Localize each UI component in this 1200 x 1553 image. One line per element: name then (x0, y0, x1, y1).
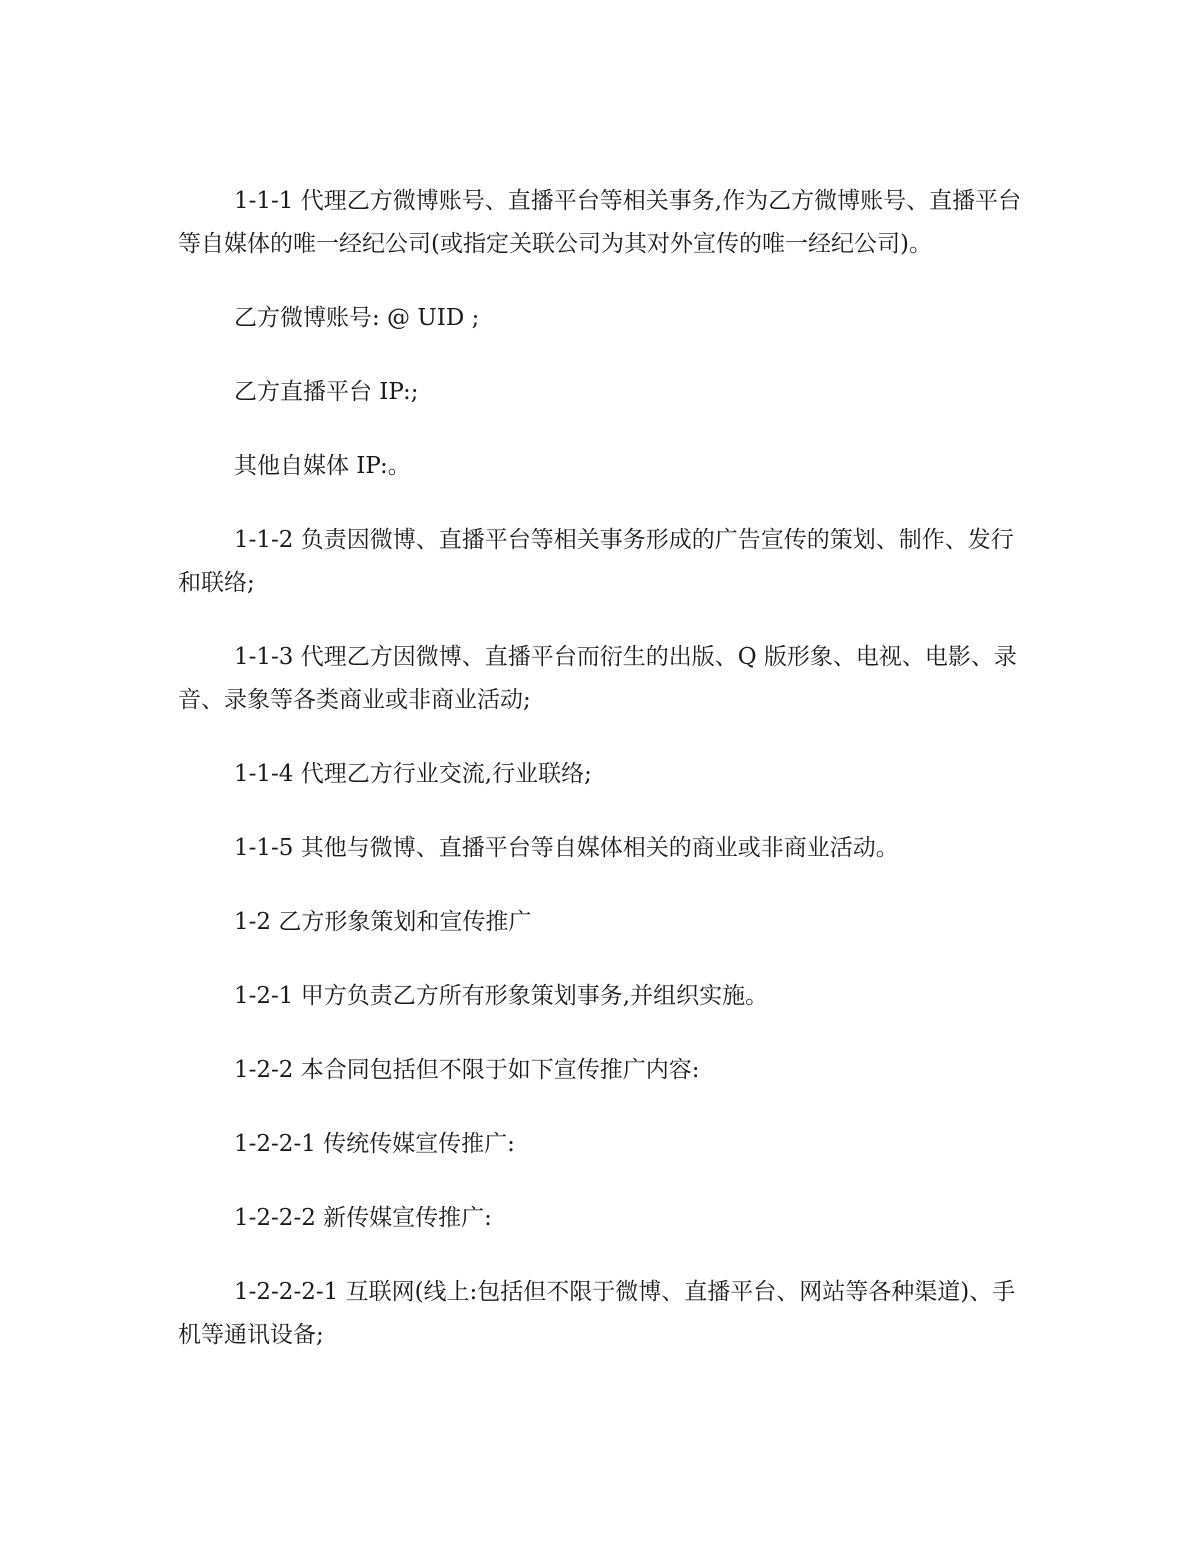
paragraph-live-platform-ip: 乙方直播平台 IP:; (234, 379, 419, 405)
paragraph-1-1-2: 1-1-2 负责因微博、直播平台等相关事务形成的广告宣传的策划、制作、发行和联络; (178, 527, 1014, 596)
paragraph-weibo-account: 乙方微博账号: @ UID ; (234, 305, 480, 331)
paragraph-1-1-3: 1-1-3 代理乙方因微博、直播平台而衍生的出版、Q 版形象、电视、电影、录音、录象等各类商业或非商业活动; (178, 644, 1017, 713)
paragraph-1-2-2: 1-2-2 本合同包括但不限于如下宣传推广内容: (234, 1057, 700, 1083)
document-body (178, 180, 1023, 1388)
paragraph-1-2-2-2-1: 1-2-2-2-1 互联网(线上:包括但不限于微博、直播平台、网站等各种渠道)、手机等通讯设备; (178, 1279, 1016, 1348)
paragraph-1-2-2-2: 1-2-2-2 新传媒宣传推广: (234, 1205, 492, 1231)
paragraph-1-1-4: 1-1-4 代理乙方行业交流,行业联络; (234, 761, 592, 787)
paragraph-1-1-1: 1-1-1 代理乙方微博账号、直播平台等相关事务,作为乙方微博账号、直播平台等自媒体的唯一经纪公司(或指定关联公司为其对外宣传的唯一经纪公司)。 (178, 188, 1022, 257)
paragraph-1-2-2-1: 1-2-2-1 传统传媒宣传推广: (234, 1131, 515, 1157)
paragraph-1-1-5: 1-1-5 其他与微博、直播平台等自媒体相关的商业或非商业活动。 (234, 835, 899, 861)
section-heading-1-2: 1-2 乙方形象策划和宣传推广 (234, 909, 532, 935)
paragraph-1-2-1: 1-2-1 甲方负责乙方所有形象策划事务,并组织实施。 (234, 983, 769, 1009)
paragraph-other-media-ip: 其他自媒体 IP:。 (234, 453, 411, 479)
